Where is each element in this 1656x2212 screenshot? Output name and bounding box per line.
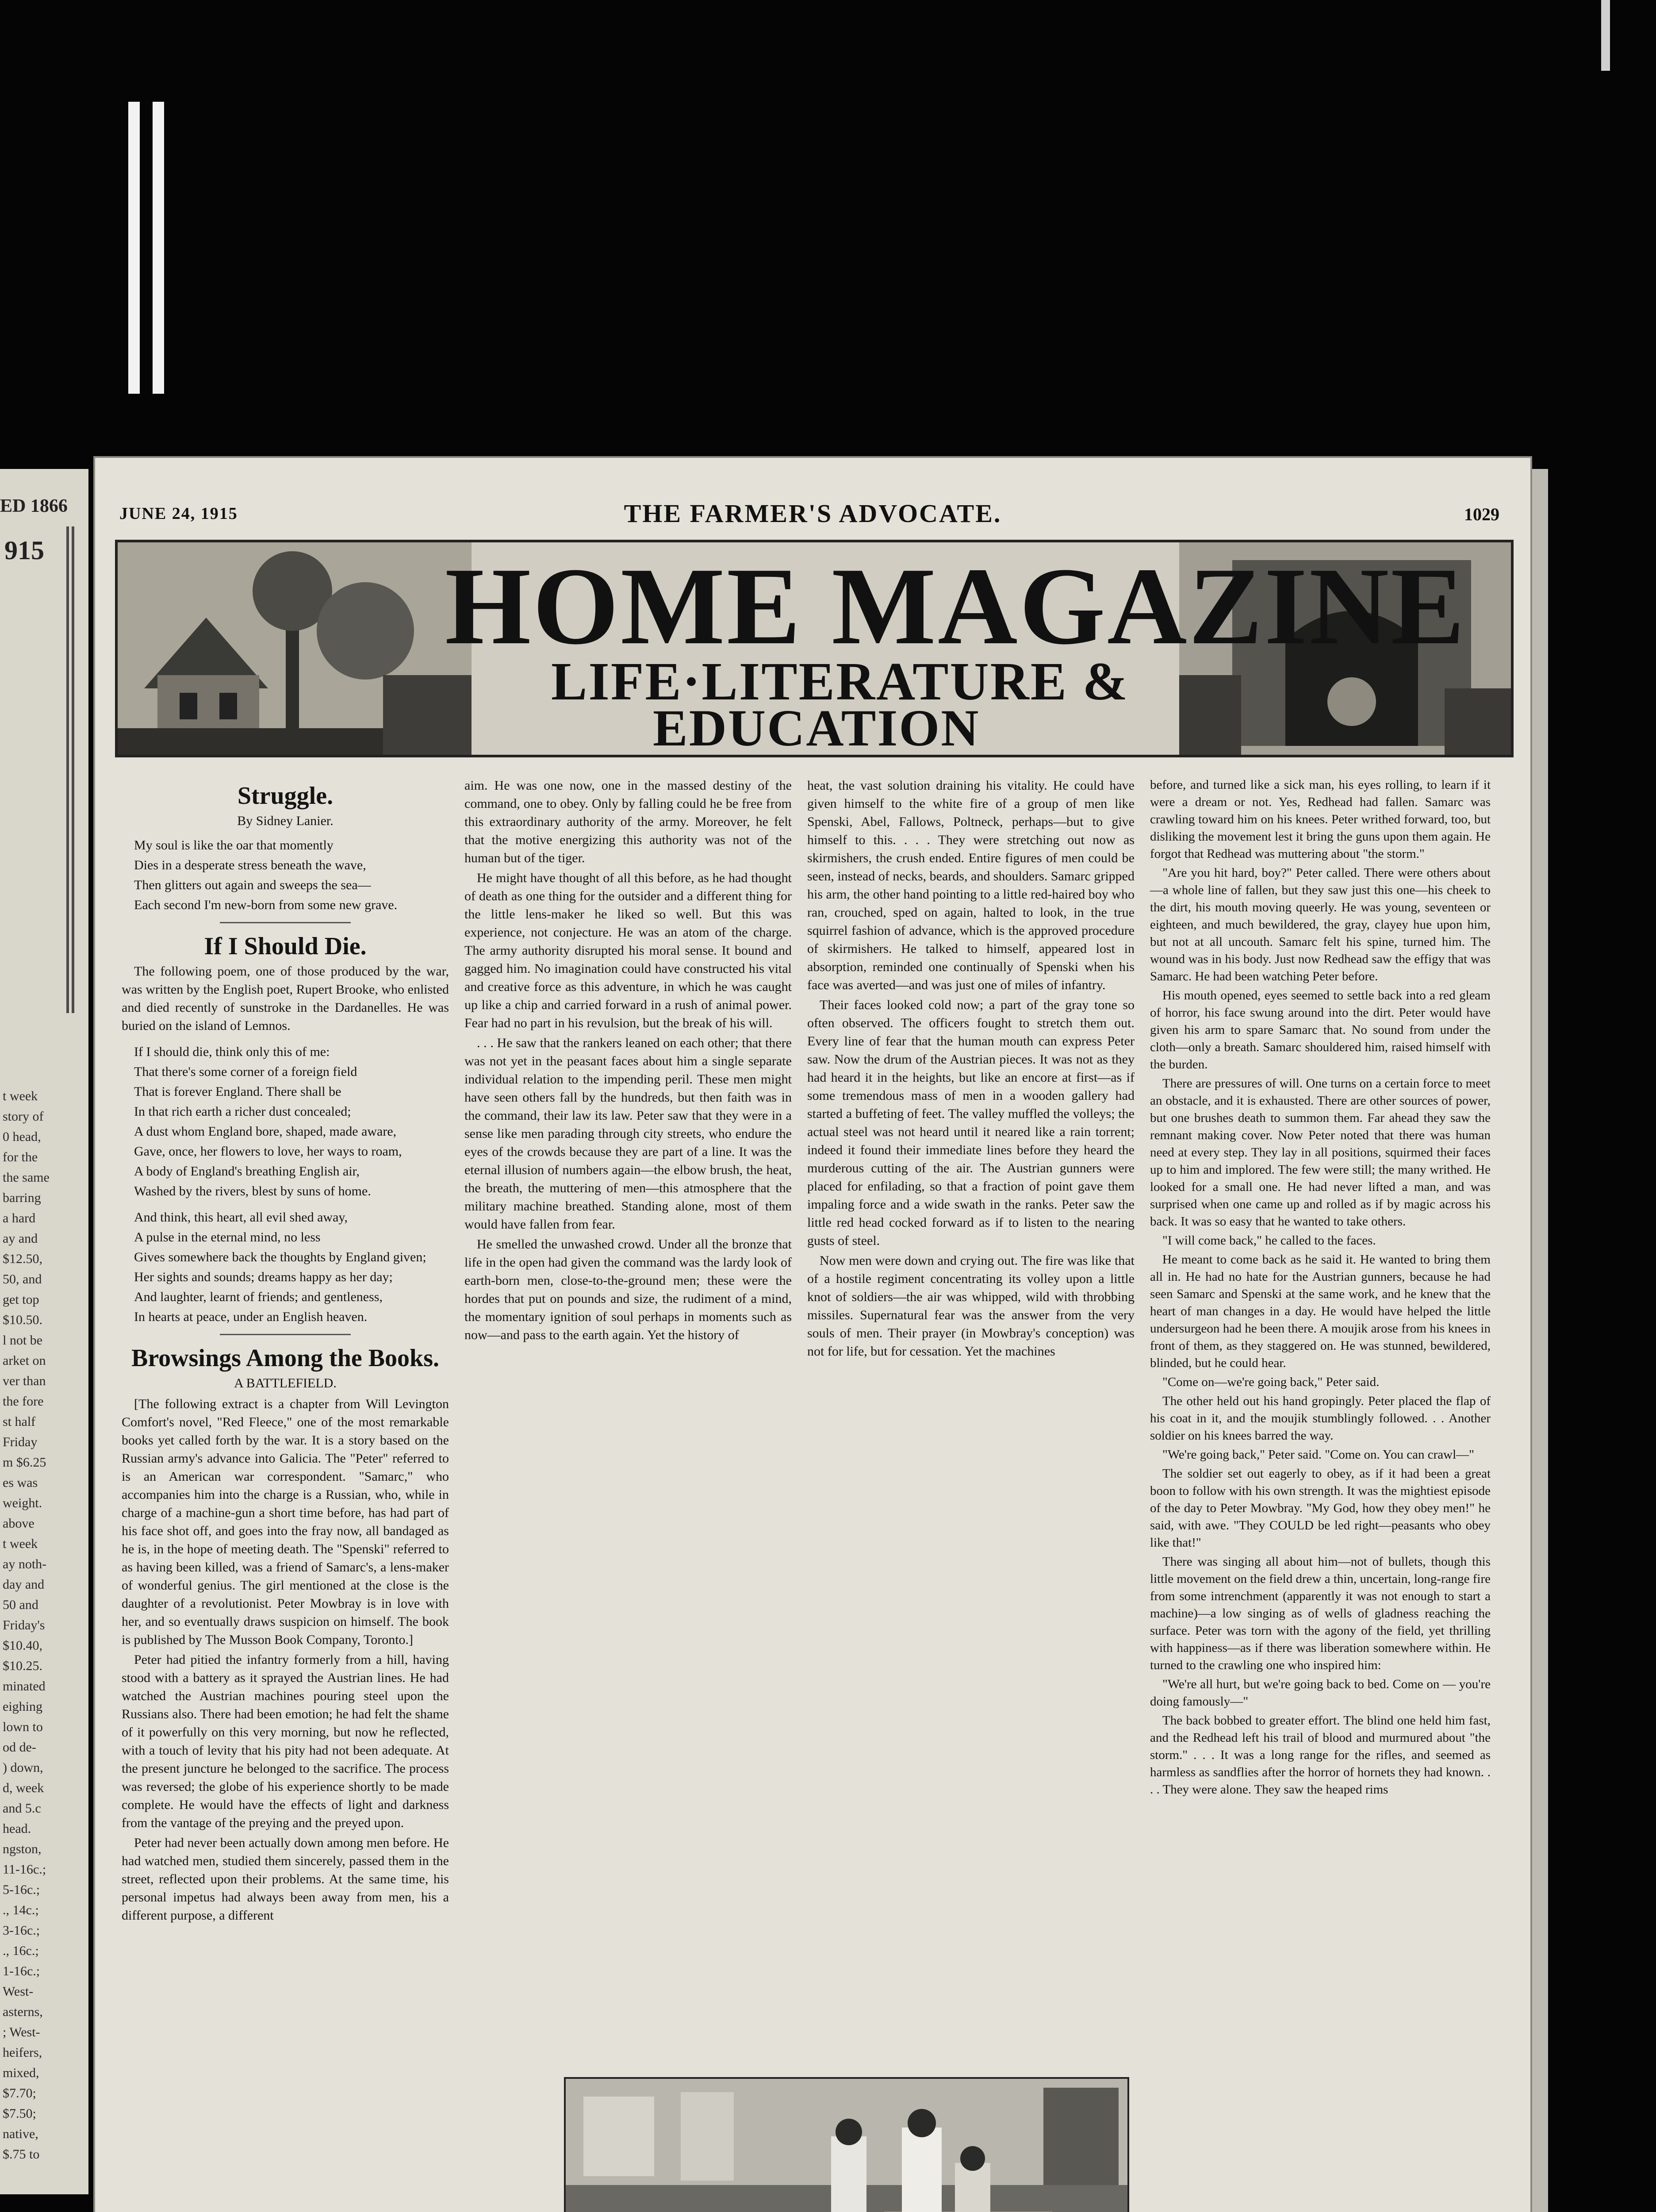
previous-page-fragment-line: day and: [3, 1577, 45, 1592]
poem-line: That there's some corner of a foreign field: [134, 1064, 357, 1079]
previous-page-fragment-line: minated: [3, 1679, 46, 1694]
film-mark-right: [1601, 0, 1610, 71]
poem-line: And laughter, learnt of friends; and gentleness,: [134, 1290, 383, 1304]
masthead-subtitle-2: EDUCATION: [653, 699, 980, 757]
hospital-ward-image: [566, 2079, 1127, 2212]
previous-page-fragment-line: $7.50;: [3, 2106, 36, 2121]
article-paragraph: There are pressures of will. One turns on a certain force to meet an obstacle, and it is exhausted. There are other sources of power, but one brushes death to summon them. Far ahead they saw the remnant making cover. Now Peter noted that there was human need at every step. They lay in all positions, squirmed their faces up to him and implored. The few were still; the many writhed. He looked for a small one. He had never lifted a man, and was surprised when one came up and rolled as if by magic across his back. It was so easy that he wanted to take others.: [1150, 1076, 1491, 1229]
article-paragraph: He might have thought of all this before, as he had thought of death as one thing for the outsider and a different thing for the little lens-maker he liked so well. But this was experience, not conjecture. He was an atom of the charge. The army authority disrupted his moral sense. It bound and gagged him. No imagination could have constructed his vital and creative force as this adventure, in which he was caught up like a chip and carried forward in a rush of animal power. Fear had no part in his revulsion, but the break of his will.: [464, 871, 792, 1030]
poem-line: In that rich earth a richer dust concealed;: [134, 1104, 351, 1119]
previous-page-fragment-line: and 5.c: [3, 1801, 41, 1816]
poem-line: Gives somewhere back the thoughts by England given;: [134, 1250, 426, 1264]
masthead-subtitle-1: LIFE·LITERATURE &: [551, 652, 1129, 711]
previous-page-fragment-line: ., 16c.;: [3, 1943, 39, 1958]
previous-page-fragment-line: ., 14c.;: [3, 1903, 39, 1917]
previous-page-fragment-line: 1-16c.;: [3, 1964, 40, 1978]
poem-line: If I should die, think only this of me:: [134, 1045, 330, 1059]
poem-line: A dust whom England bore, shaped, made aware,: [134, 1124, 397, 1139]
previous-page-fragment-line: $10.50.: [3, 1313, 42, 1327]
film-mark-top-2: [153, 102, 164, 394]
article-paragraph: He smelled the unwashed crowd. Under all the bronze that life in the open had given the command was the lardy look of earth-born men, close-to-the-ground men; these were the hordes that put on pounds and size, the rudiment of a mind, the momentary ignition of soul perhaps in moments such as now—and pass to the earth again. Yet the history of: [464, 1237, 792, 1342]
previous-page-fragment-line: 50 and: [3, 1598, 38, 1612]
poem-line: Her sights and sounds; dreams happy as her day;: [134, 1270, 393, 1284]
previous-page-fragment-line: Friday: [3, 1435, 38, 1449]
previous-page-fragment-line: 0 head,: [3, 1129, 41, 1144]
poem-line: Then glitters out again and sweeps the sea—: [134, 878, 371, 892]
divider: [220, 1334, 351, 1335]
home-magazine-masthead: [115, 540, 1514, 757]
cottage-illustration: [118, 542, 472, 755]
previous-page-fragment-line: ver than: [3, 1374, 46, 1388]
divider: [220, 922, 351, 923]
previous-page-fragment-line: West-: [3, 1984, 34, 1999]
article-paragraph: "Are you hit hard, boy?" Peter called. There were others about—a whole line of fallen, but they saw just this one—his cheek to the dirt, his mouth moving queerly. He was young, seventeen or eighteen, and much bewildered, the gray, clayey hue upon him, but not at all uncouth. Samarc felt his spine, turned him. The wound was in his body. Just now Redhead saw the effigy that was Samarc. He had been watching Peter before.: [1150, 866, 1491, 983]
poem-line: A pulse in the eternal mind, no less: [134, 1230, 321, 1244]
article-paragraph: heat, the vast solution draining his vitality. He could have given himself to the white fire of a group of men like Spenski, Abel, Fallows, Poltneck, perhaps—but to give himself to this. . . . They were stretching out now as skirmishers, the crush ended. Entire figures of men could be seen, instead of necks, beards, and shoulders. Samarc gripped his arm, the other hand pointing to a little red-haired boy who ran, crouched, sped on again, halted to look, in the true squirrel fashion of advance, which is the approved procedure of skirmishers. He talked to himself, appeared lost in absorption, reminded one continually of Spenski when his face was averted—and was just one of miles of infantry.: [807, 778, 1135, 992]
previous-page-fragment-line: head.: [3, 1821, 31, 1836]
previous-page-fragment-line: asterns,: [3, 2005, 43, 2019]
page-edge: [1530, 469, 1548, 2212]
previous-page-fragment-line: for the: [3, 1150, 38, 1164]
wounded-soldiers-photo: [564, 2077, 1129, 2212]
previous-page-fragment-line: 5-16c.;: [3, 1882, 40, 1897]
previous-page-fragment-line: l not be: [3, 1333, 42, 1348]
article-paragraph: The soldier set out eagerly to obey, as if it had been a great boon to follow with his own strength. It was the mightiest episode of the day to Peter Mowbray. "My God, how they obey men!" he said, with awe. "They COULD be led right—peasants who obey like that!": [1150, 1467, 1491, 1550]
publication-title: THE FARMER'S ADVOCATE.: [624, 499, 1002, 528]
previous-page-fragment-line: ; West-: [3, 2025, 40, 2039]
previous-page-fragment-line: $10.25.: [3, 1659, 42, 1673]
poem-line: That is forever England. There shall be: [134, 1084, 341, 1099]
previous-page-fragment-line: $12.50,: [3, 1252, 42, 1266]
column-4: [1150, 776, 1491, 1800]
article-paragraph: There was singing all about him—not of bullets, though this little movement on the field drew a thin, uncertain, long-range fire from some intrenchment (apparently it was not enough to start a machine)—a low singing as of wells of gladness reaching the surface. Peter was torn with the agony of the field, yet thrilling with happiness—as if there was liberation somewhere within. He turned to the crawling one who inspired him:: [1150, 1555, 1491, 1672]
previous-page-fragment-line: 11-16c.;: [3, 1862, 46, 1877]
previous-page-fragment-line: ay noth-: [3, 1557, 47, 1571]
previous-page-fragment-line: mixed,: [3, 2066, 39, 2080]
previous-page-fragment-line: eighing: [3, 1699, 42, 1714]
previous-page-fragment-line: 50, and: [3, 1272, 42, 1286]
previous-page-fragment-line: get top: [3, 1292, 39, 1307]
article-paragraph: "We're going back," Peter said. "Come on. You can crawl—": [1162, 1448, 1475, 1462]
previous-page-fragment-line: arket on: [3, 1353, 46, 1368]
previous-page-fragment: [0, 469, 88, 2194]
poem-line: A body of England's breathing English air,: [134, 1164, 360, 1179]
article-paragraph: . . . He saw that the rankers leaned on each other; that there was not yet in the peasant faces about him a single separate individual relation to the impending peril. These men might have seen others fall by the hundreds, but then faith was in the command, their law its law. Peter saw that they were in a sense like men parading through city streets, who endure the eyes of the crowds because they are part of a line. It was the eternal illusion of numbers again—the elbow brush, the heat, the breath, the muttering of men—this atmosphere that the military machine breathed. Standing alone, most of them would have fallen from fear.: [464, 1036, 792, 1232]
previous-page-fragment-line: native,: [3, 2127, 38, 2141]
previous-page-header: ED 1866: [0, 496, 68, 516]
article-paragraph: Now men were down and crying out. The fire was like that of a hostile regiment concentrating its volley upon a little knot of soldiers—the air was whipped, wild with throbbing missiles. Supernatural fear was the answer from the very souls of men. Their prayer (in Mowbray's conception) was not for life, but for cessation. Yet the machines: [807, 1253, 1135, 1359]
poem-line: Gave, once, her flowers to love, her ways to roam,: [134, 1144, 402, 1159]
previous-page-fragment-line: st half: [3, 1414, 36, 1429]
previous-page-fragment-line: $10.40,: [3, 1638, 42, 1653]
previous-page-fragment-line: the fore: [3, 1394, 44, 1409]
column-2: [464, 776, 792, 1346]
previous-page-fragment-line: heifers,: [3, 2045, 42, 2060]
article-paragraph: Peter had never been actually down among men before. He had watched men, studied them sincerely, passed them in the street, reflected upon their problems. At the same time, his personal impetus had always been away from men, his a different purpose, a different: [122, 1836, 449, 1923]
previous-page-fragment-line: barring: [3, 1190, 41, 1205]
column-1: [122, 776, 449, 1926]
previous-page-fragment-line: lown to: [3, 1720, 43, 1734]
column-3: [807, 776, 1135, 1362]
previous-page-fragment-line: the same: [3, 1170, 50, 1185]
poem-line: Washed by the rivers, blest by suns of home.: [134, 1184, 371, 1198]
article-paragraph: He meant to come back as he said it. He wanted to bring them all in. He had no hate for the Austrian gunners, because he had seen Samarc and Spenski at the same work, and he knew that the heart of man changes in a day. He would have helped the little undersurgeon had he been there. A moujik arose from his knees in front of them, as they staggered on. He was stunned, bewildered, blinded, but he could hear.: [1150, 1252, 1491, 1370]
poem-line: My soul is like the oar that momently: [134, 838, 334, 853]
masthead-title: HOME MAGAZINE: [445, 545, 1466, 668]
previous-page-fragment-line: a hard: [3, 1211, 36, 1225]
previous-page-fragment-line: $.75 to: [3, 2147, 40, 2162]
article-paragraph: "We're all hurt, but we're going back to bed. Come on — you're doing famously—": [1150, 1677, 1491, 1709]
article-paragraph: Their faces looked cold now; a part of the gray tone so often observed. The officers fought to stretch them out. Every line of fear that the human mouth can express Peter saw. Now the drum of the Austrian pieces. It was not as they had heard it in the heights, but like an encore at first—as if some tremendous mass of men in a wooden gallery had started a buffeting of feet. The valley muffled the volleys; the actual steel was not heard until it neared like a rain torrent; indeed it found their immediate lines before they heard the murderous cutting of the air. The Austrian gunners were placed for enfilading, so that a fraction of point gave them impaling force and a wide swath in the ranks. Peter saw the little red head cocked forward as if to listen to the nearing gusts of steel.: [807, 998, 1135, 1248]
article-paragraph: "Come on—we're going back," Peter said.: [1162, 1375, 1380, 1389]
browsings-title: Browsings Among the Books.: [131, 1344, 439, 1372]
poem-line: Each second I'm new-born from some new grave.: [134, 898, 398, 912]
previous-page-fragment-line: ) down,: [3, 1760, 43, 1775]
article-paragraph: The other held out his hand gropingly. Peter placed the flap of his coat in it, and the moujik stumblingly followed. . . Another soldier on his knees barred the way.: [1150, 1394, 1491, 1443]
struggle-title: Struggle.: [237, 782, 334, 810]
newspaper-page: [95, 458, 1530, 2212]
running-head: [95, 499, 1530, 530]
previous-page-fragment-line: weight.: [3, 1496, 42, 1510]
browsings-subtitle: A BATTLEFIELD.: [234, 1376, 337, 1390]
previous-page-fragment-line: t week: [3, 1536, 38, 1551]
poem-line: And think, this heart, all evil shed away,: [134, 1210, 348, 1225]
poem-intro: The following poem, one of those produced by the war, was written by the English poet, Rupert Brooke, who enlisted and died recently of sunstroke in the Dardanelles. He was buried on the island of Lemnos.: [122, 964, 449, 1033]
film-mark-top-1: [128, 102, 140, 394]
previous-page-fragment-line: od de-: [3, 1740, 36, 1755]
previous-page-fragment-line: d, week: [3, 1781, 44, 1795]
article-paragraph: His mouth opened, eyes seemed to settle back into a red gleam of horror, his face swung around into the dirt. Peter would have given his arm to spare Samarc that. No sound from under the cloth—only a breath. Samarc shouldered him, raised himself with the burden.: [1150, 988, 1491, 1071]
poem-line: Dies in a desperate stress beneath the wave,: [134, 858, 366, 872]
struggle-byline: By Sidney Lanier.: [237, 814, 334, 828]
previous-page-fragment-line: 3-16c.;: [3, 1923, 40, 1938]
previous-page-fragment-line: ay and: [3, 1231, 38, 1246]
previous-page-fragment-line: above: [3, 1516, 34, 1531]
previous-page-fragment-line: es was: [3, 1475, 38, 1490]
previous-page-fragment-line: Friday's: [3, 1618, 45, 1632]
previous-page-fragment-line: t week: [3, 1089, 38, 1103]
previous-page-year-tab: 915: [4, 536, 44, 565]
previous-page-fragment-line: story of: [3, 1109, 44, 1124]
previous-page-fragment-line: ngston,: [3, 1842, 42, 1856]
article-paragraph: aim. He was one now, one in the massed destiny of the command, one to obey. Only by falling could he be free from this extraordinary authority of the army. Moreover, he felt that the motive energizing this authority was not of the human but of the tiger.: [464, 778, 792, 865]
if-i-should-die-title: If I Should Die.: [204, 933, 367, 960]
article-paragraph: "I will come back," he called to the faces.: [1162, 1233, 1376, 1248]
previous-page-fragment-line: m $6.25: [3, 1455, 46, 1470]
browsings-intro: [The following extract is a chapter from Will Levington Comfort's novel, "Red Fleece," one of the most remarkable books yet called forth by the war. It is a story based on the Russian army's advance into Galicia. The "Peter" referred to is an American war correspondent. "Samarc," who accompanies him into the charge is a Russian, who, while in charge of a machine-gun a short time before, has had part of his face shot off, and goes into the fray now, all bandaged as he is, in the hope of meeting death. The "Spenski" referred to as having been killed, was a friend of Samarc's, a lens-maker of wonderful genius. The girl mentioned at the close is the daughter of a revolutionist. Peter Mowbray is in love with her, and so eventually draws suspicion on himself. The book is published by The Musson Book Company, Toronto.]: [122, 1397, 449, 1647]
previous-page-fragment-line: $7.70;: [3, 2086, 36, 2101]
issue-date: JUNE 24, 1915: [119, 504, 238, 523]
poem-line: In hearts at peace, under an English heaven.: [134, 1310, 368, 1324]
article-paragraph: Peter had pitied the infantry formerly from a hill, having stood with a battery as it sprayed the Austrian lines. He had watched the Austrian machines pouring steel upon the Russians also. There had been emotion; he had felt the shame of it powerfully on this very morning, but now he reflected, with a touch of levity that his pity had not been adequate. At the present juncture he belonged to the sacrifice. The process was reversed; the globe of his experience shortly to be made complete. He would have the effects of light and darkness from the vantage of the preying and the preyed upon.: [122, 1652, 449, 1830]
article-paragraph: The back bobbed to greater effort. The blind one held him fast, and the Redhead left his trail of blood and murmured about "the storm." . . . It was a long range for the rifles, and seemed as harmless as sandflies after the horror of hornets they had known. . . . They were alone. They saw the heaped rims: [1150, 1713, 1491, 1797]
previous-page-border: [0, 526, 74, 1013]
page-number: 1029: [1464, 504, 1499, 524]
article-paragraph: before, and turned like a sick man, his eyes rolling, to learn if it were a dream or not. Yes, Redhead had fallen. Samarc was crawling toward him on his knees. Peter writhed forward, too, but disliking the movement lest it bring the guns upon them again. He forgot that Redhead was muttering about "the storm.": [1150, 778, 1491, 861]
